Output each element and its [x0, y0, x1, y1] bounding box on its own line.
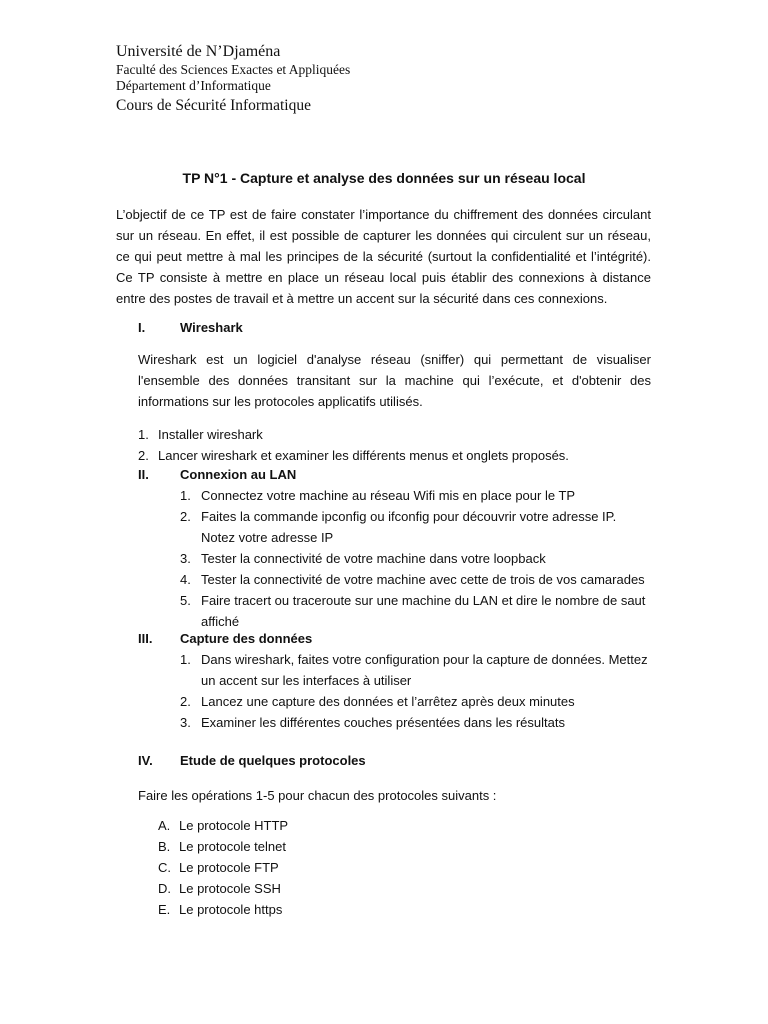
list-item [158, 815, 651, 836]
item-text: Examiner les différentes couches présentées dans les résultats [201, 715, 565, 730]
item-number: 3. [180, 551, 191, 566]
item-number: 1. [138, 427, 149, 442]
item-number: 1. [180, 652, 191, 667]
list-item [180, 506, 651, 548]
item-letter: D. [158, 881, 171, 896]
protocoles-list [158, 815, 651, 920]
wireshark-paragraph: Wireshark est un logiciel d'analyse réseau (sniffer) qui permettant de visualiser l'ensemble des données transitant sur la machine qui l’exécute, et d'obtenir des informations sur les protocoles applicatifs utilisés. [138, 352, 651, 409]
item-text: Lancez une capture des données et l’arrêtez après deux minutes [201, 694, 575, 709]
list-item [180, 485, 651, 506]
item-text: Connectez votre machine au réseau Wifi mis en place pour le TP [201, 488, 576, 503]
list-item [158, 878, 651, 899]
item-number: 1. [180, 488, 191, 503]
section-number: II. [138, 467, 149, 482]
section-title: Connexion au LAN [180, 467, 297, 482]
university-name: Université de N’Djaména [116, 43, 281, 60]
item-text: Le protocole SSH [179, 881, 281, 896]
list-item [180, 649, 651, 691]
section-title: Etude de quelques protocoles [180, 753, 366, 768]
document-header [116, 42, 350, 116]
list-item [180, 569, 651, 590]
section-number: I. [138, 320, 146, 335]
item-letter: A. [158, 818, 171, 833]
section-heading-wireshark [138, 317, 243, 338]
item-text: Lancer wireshark et examiner les différents menus et onglets proposés. [158, 448, 569, 463]
item-letter: E. [158, 902, 171, 917]
section-heading-capture [138, 628, 312, 649]
section-heading-protocoles [138, 750, 366, 771]
section-title: Wireshark [180, 320, 243, 335]
list-item [158, 857, 651, 878]
item-letter: B. [158, 839, 171, 854]
item-text: Faire tracert ou traceroute sur une machine du LAN et dire le nombre de saut affiché [201, 593, 646, 629]
list-item [180, 712, 651, 733]
list-item [180, 590, 651, 632]
list-item [158, 836, 651, 857]
list-item [138, 445, 651, 466]
item-number: 4. [180, 572, 191, 587]
item-number: 3. [180, 715, 191, 730]
item-text: Le protocole telnet [179, 839, 286, 854]
course-name: Cours de Sécurité Informatique [116, 97, 311, 114]
department-name: Département d’Informatique [116, 78, 271, 93]
wireshark-steps-list [138, 424, 651, 466]
item-text: Le protocole FTP [179, 860, 279, 875]
item-text: Tester la connectivité de votre machine dans votre loopback [201, 551, 546, 566]
section-number: IV. [138, 753, 153, 768]
item-text: Le protocole HTTP [179, 818, 289, 833]
connexion-lan-steps-list [180, 485, 651, 632]
list-item [180, 548, 651, 569]
list-item [138, 424, 651, 445]
document-title: TP N°1 - Capture et analyse des données sur un réseau local [182, 170, 586, 186]
item-number: 2. [180, 694, 191, 709]
item-number: 2. [138, 448, 149, 463]
section-title: Capture des données [180, 631, 313, 646]
protocoles-paragraph: Faire les opérations 1-5 pour chacun des protocoles suivants : [138, 788, 497, 803]
item-text: Le protocole https [179, 902, 283, 917]
item-number: 5. [180, 593, 191, 608]
item-number: 2. [180, 509, 191, 524]
section-number: III. [138, 631, 153, 646]
item-text: Faites la commande ipconfig ou ifconfig pour découvrir votre adresse IP. Notez votre adresse IP [201, 509, 617, 545]
intro-paragraph: L’objectif de ce TP est de faire constater l’importance du chiffrement des données circulant sur un réseau. En effet, il est possible de capturer les données qui circulent sur un réseau, ce qui peut mettre à mal les principes de la sécurité (surtout la confidentialité et l’intégrité). Ce TP consiste à mettre en place un réseau local puis établir des connexions à distance entre des postes de travail et à mettre un accent sur la sécurité dans ces connexions. [116, 207, 651, 306]
capture-steps-list [180, 649, 651, 733]
section-heading-connexion-lan [138, 464, 296, 485]
list-item [158, 899, 651, 920]
item-letter: C. [158, 860, 171, 875]
list-item [180, 691, 651, 712]
item-text: Installer wireshark [158, 427, 263, 442]
faculty-name: Faculté des Sciences Exactes et Appliquées [116, 62, 351, 77]
item-text: Tester la connectivité de votre machine avec cette de trois de vos camarades [201, 572, 645, 587]
item-text: Dans wireshark, faites votre configuration pour la capture de données. Mettez un accent sur les interfaces à utiliser [201, 652, 648, 688]
